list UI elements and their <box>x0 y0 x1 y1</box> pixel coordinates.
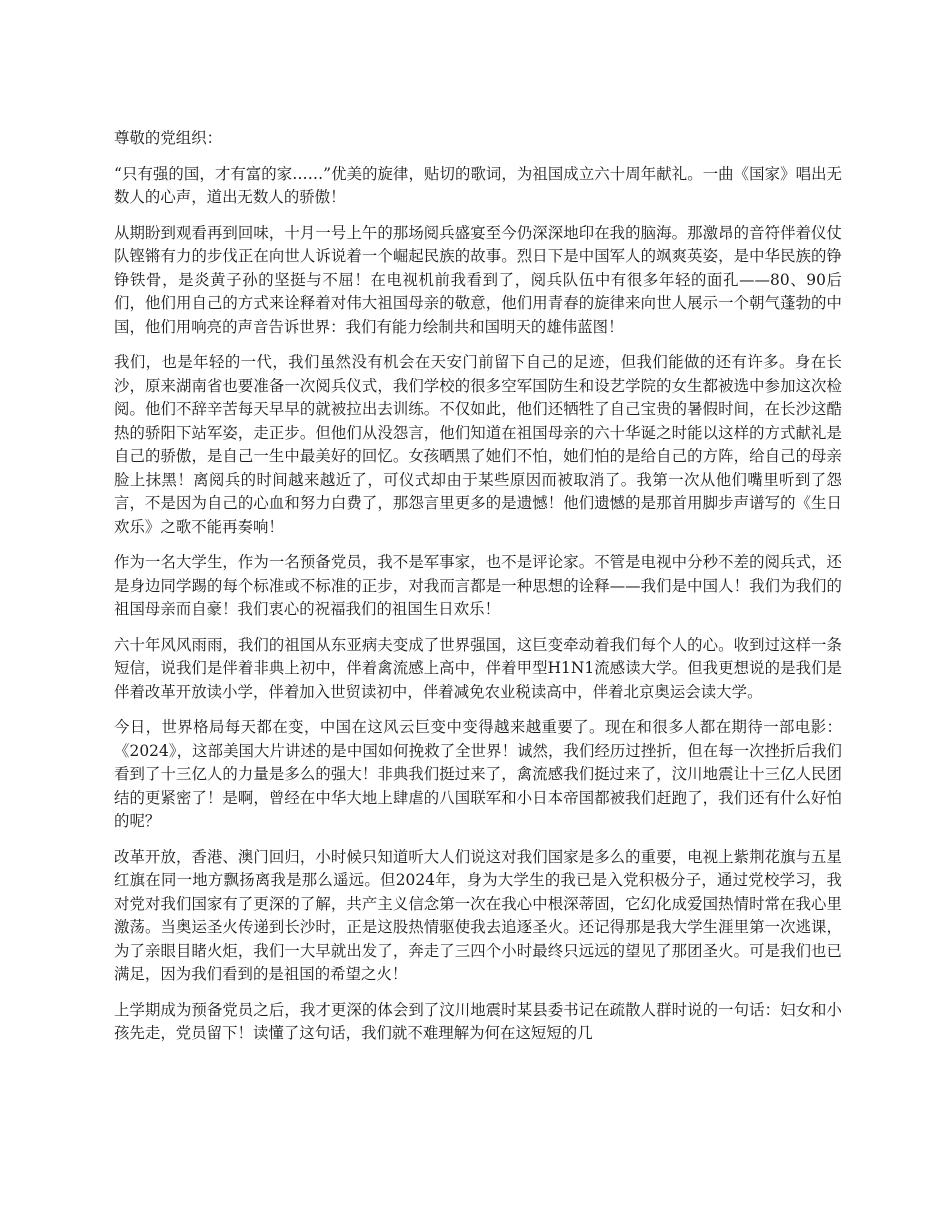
paragraph-1: “只有强的国，才有富的家……”优美的旋律，贴切的歌词，为祖国成立六十周年献礼。一曲《国家》唱出无数人的心声，道出无数人的骄傲！ <box>114 164 842 206</box>
paragraph-7: 改革开放，香港、澳门回归，小时候只知道听大人们说这对我们国家是多么的重要，电视上紫荆花旗与五星红旗在同一地方飘扬离我是那么遥远。但2024年，身为大学生的我已是入党积极分子，通过党校学习，我对党对我们国家有了更深的了解，共产主义信念第一次在我心中根深蒂固，它幻化成爱国热情时常在我心里激荡。当奥运圣火传递到长沙时，正是这股热情驱使我去追逐圣火。还记得那是我大学生涯里第一次逃课，为了亲眼目睹火炬，我们一大早就出发了，奔走了三四个小时最终只远远的望见了那团圣火。可是我们也已满足，因为我们看到的是祖国的希望之火！ <box>114 847 842 983</box>
paragraph-5: 六十年风风雨雨，我们的祖国从东亚病夫变成了世界强国，这巨变牵动着我们每个人的心。收到过这样一条短信，说我们是伴着非典上初中，伴着禽流感上高中，伴着甲型H1N1流感读大学。但我更想说的是我们是伴着改革开放读小学，伴着加入世贸读初中，伴着减免农业税读高中，伴着北京奥运会读大学。 <box>114 635 842 701</box>
paragraph-4: 作为一名大学生，作为一名预备党员，我不是军事家，也不是评论家。不管是电视中分秒不差的阅兵式，还是身边同学踢的每个标准或不标准的正步，对我而言都是一种思想的诠释——我们是中国人！我们为我们的祖国母亲而自豪！我们衷心的祝福我们的祖国生日欢乐！ <box>114 553 842 618</box>
paragraph-2: 从期盼到观看再到回味，十月一号上午的那场阅兵盛宴至今仍深深地印在我的脑海。那激昂的音符伴着仪仗队铿锵有力的步伐正在向世人诉说着一个崛起民族的故事。烈日下是中国军人的飒爽英姿，是中华民族的铮铮铁骨，是炎黄子孙的坚挺与不屈！在电视机前我看到了，阅兵队伍中有很多年轻的面孔——80、90后们，他们用自己的方式来诠释着对伟大祖国母亲的敬意，他们用青春的旋律来向世人展示一个朝气蓬勃的中国，他们用响亮的声音告诉世界：我们有能力绘制共和国明天的雄伟蓝图！ <box>114 223 842 336</box>
paragraph-6: 今日，世界格局每天都在变，中国在这风云巨变中变得越来越重要了。现在和很多人都在期待一部电影：《2024》，这部美国大片讲述的是中国如何挽救了全世界！诚然，我们经历过挫折，但在每一次挫折后我们看到了十三亿人的力量是多么的强大！非典我们挺过来了，禽流感我们挺过来了，汶川地震让十三亿人民团结的更紧密了！是啊，曾经在中华大地上肆虐的八国联军和小日本帝国都被我们赶跑了，我们还有什么好怕的呢？ <box>114 718 842 830</box>
document-page <box>114 127 842 1058</box>
paragraph-3: 我们，也是年轻的一代，我们虽然没有机会在天安门前留下自己的足迹，但我们能做的还有许多。身在长沙，原来湖南省也要准备一次阅兵仪式，我们学校的很多空军国防生和设艺学院的女生都被选中参加这次检阅。他们不辞辛苦每天早早的就被拉出去训练。不仅如此，他们还牺牲了自己宝贵的暑假时间，在长沙这酷热的骄阳下站军姿，走正步。但他们从没怨言，他们知道在祖国母亲的六十华诞之时能以这样的方式献礼是自己的骄傲，是自己一生中最美好的回忆。女孩晒黑了她们不怕，她们怕的是给自己的方阵，给自己的母亲脸上抹黑！离阅兵的时间越来越近了，可仪式却由于某些原因而被取消了。我第一次从他们嘴里听到了怨言，不是因为自己的心血和努力白费了，那怨言里更多的是遗憾！他们遗憾的是那首用脚步声谱写的《生日欢乐》之歌不能再奏响！ <box>114 353 842 536</box>
salutation: 尊敬的党组织： <box>114 129 223 147</box>
paragraph-8: 上学期成为预备党员之后，我才更深的体会到了汶川地震时某县委书记在疏散人群时说的一句话：妇女和小孩先走，党员留下！读懂了这句话，我们就不难理解为何在这短短的几 <box>114 1000 842 1042</box>
